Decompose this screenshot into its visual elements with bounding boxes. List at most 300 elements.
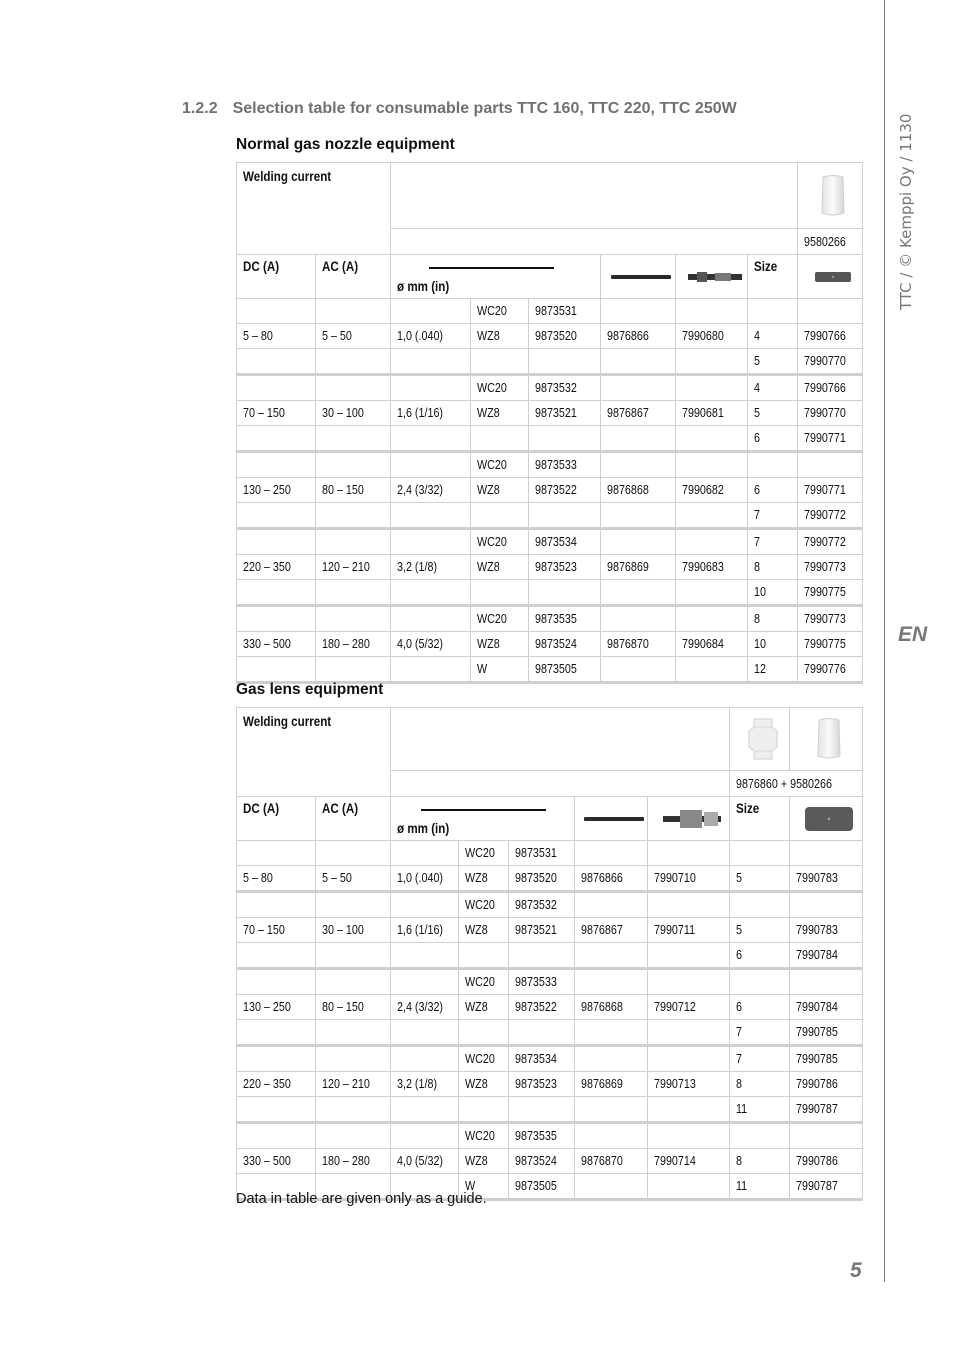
table-cell [316,452,391,478]
table-cell: 4,0 (5/32) [391,632,471,657]
table-cell [509,943,575,969]
table-cell [648,1123,730,1149]
table-cell [391,1020,459,1046]
table-cell: 7990773 [798,606,863,632]
table-cell [391,657,471,683]
footnote: Data in table are given only as a guide. [236,1191,487,1207]
table-cell [648,892,730,918]
table-cell [790,841,863,866]
table-cell: 9873532 [509,892,575,918]
table-cell: 11 [730,1097,790,1123]
table-cell: 180 – 280 [316,632,391,657]
table-cell [790,1123,863,1149]
table-cell [730,892,790,918]
table-cell: 9873534 [509,1046,575,1072]
table-cell: 7990775 [798,632,863,657]
table-cell: 5 – 50 [316,324,391,349]
table-cell: 9873532 [529,375,601,401]
ceramic-nozzle-image [790,797,863,841]
table-cell: 10 [748,580,798,606]
electrode-icon [421,809,546,811]
table-cell: 9873505 [529,657,601,683]
table-cell: WC20 [459,892,509,918]
table-cell [391,969,459,995]
table-cell: 7990787 [790,1174,863,1200]
table-cell [391,841,459,866]
gas-lens-icon [746,717,780,761]
table-cell [676,299,748,324]
table-cell: 9876869 [575,1072,648,1097]
table-cell [529,426,601,452]
table-cell: 7990684 [676,632,748,657]
collet-icon [583,814,645,824]
table-cell: 7 [748,503,798,529]
table-cell: 7990766 [798,375,863,401]
table-cell: 11 [730,1174,790,1200]
table-cell [575,841,648,866]
table-row [237,1046,863,1072]
header-blank-2 [391,229,798,255]
table-cell [391,1123,459,1149]
table-cell [316,943,391,969]
table-cell: 9873534 [529,529,601,555]
gas-lens-image [730,708,790,771]
table-cell [237,1097,316,1123]
table-cell: 9876866 [575,866,648,892]
table-cell: 9873520 [529,324,601,349]
table-row [237,1020,863,1046]
table-cell: 7990783 [790,918,863,943]
table-cell: 5 [748,349,798,375]
table-cell [730,841,790,866]
table-cell: 7990710 [648,866,730,892]
dc-header: DC (A) [237,255,316,299]
table-cell: 8 [748,555,798,580]
table-cell: 9873522 [509,995,575,1020]
table-cell [601,606,676,632]
table-cell [391,529,471,555]
table-cell: 6 [730,943,790,969]
table-cell: 30 – 100 [316,401,391,426]
ceramic-nozzle-image [798,255,863,299]
table-cell [676,580,748,606]
table-cell [471,349,529,375]
table-cell: 6 [748,478,798,503]
ac-header: AC (A) [316,255,391,299]
welding-current-header: Welding current [237,163,391,255]
table-row [237,1072,863,1097]
gas-lens-code: 9876860 + 9580266 [730,771,863,797]
table-cell [676,452,748,478]
table-row [237,866,863,892]
table-cell: 70 – 150 [237,918,316,943]
gas-nozzle-icon [818,173,848,219]
table-cell: WZ8 [471,478,529,503]
table-cell [237,529,316,555]
electrode-header: ø mm (in) [391,255,601,299]
side-rule [884,0,885,1282]
table-cell: WZ8 [471,324,529,349]
table-cell: 6 [730,995,790,1020]
table-cell [316,529,391,555]
table-cell: 330 – 500 [237,632,316,657]
table-cell [316,841,391,866]
table-row [237,580,863,606]
welding-current-header: Welding current [237,708,391,797]
table-cell: 7990771 [798,426,863,452]
table-row [237,555,863,580]
table-cell [459,1097,509,1123]
table-cell: 9873521 [509,918,575,943]
table-row [237,401,863,426]
table-cell: 4 [748,324,798,349]
table-cell [391,943,459,969]
table-cell [601,503,676,529]
table-cell: 220 – 350 [237,1072,316,1097]
table-cell: 7990786 [790,1072,863,1097]
table-cell [391,349,471,375]
normal-equipment-table [236,162,863,684]
table-cell [459,1020,509,1046]
table-row [237,841,863,866]
collet-body-image [676,255,748,299]
table-cell: 1,0 (.040) [391,866,459,892]
table-cell [391,503,471,529]
table-cell: 9873535 [509,1123,575,1149]
table-cell [676,503,748,529]
table-cell: 9873505 [509,1174,575,1200]
normal-equipment-title: Normal gas nozzle equipment [236,136,455,153]
gas-lens-table [236,707,863,1201]
table-cell: 1,6 (1/16) [391,401,471,426]
table-cell [529,503,601,529]
table-cell: W [471,657,529,683]
table-cell: 5 – 50 [316,866,391,892]
table-cell: 5 [730,866,790,892]
table-cell [509,1097,575,1123]
table-cell [575,1174,648,1200]
table-cell: 120 – 210 [316,1072,391,1097]
gas-nozzle-icon [814,716,844,762]
table-cell: WC20 [471,452,529,478]
table-cell [316,426,391,452]
collet-body-icon [687,270,743,284]
table-cell: WC20 [471,299,529,324]
table-cell: 9873520 [509,866,575,892]
table-cell: 9873521 [529,401,601,426]
table-cell [237,606,316,632]
dc-header: DC (A) [237,797,316,841]
table-cell: 3,2 (1/8) [391,555,471,580]
size-header: Size [748,255,798,299]
table-cell: 80 – 150 [316,995,391,1020]
table-cell [575,1020,648,1046]
table-cell [748,299,798,324]
table-cell [391,452,471,478]
table-row [237,349,863,375]
table-cell [316,1046,391,1072]
table-cell [601,452,676,478]
gas-nozzle-image [790,708,863,771]
table-row [237,657,863,683]
table-cell [237,1046,316,1072]
table-cell [316,1123,391,1149]
table-cell: 130 – 250 [237,478,316,503]
table-row [237,1149,863,1174]
table-cell [790,969,863,995]
collet-body-icon [662,808,722,830]
gas-nozzle-code: 9580266 [798,229,863,255]
table-row [237,324,863,349]
table-cell: WC20 [471,375,529,401]
table-cell [237,375,316,401]
table-cell: WZ8 [459,918,509,943]
table-row [237,606,863,632]
table-cell: 9873533 [509,969,575,995]
table-cell: 5 – 80 [237,866,316,892]
table-cell [459,943,509,969]
table-row [237,969,863,995]
header-blank-2 [391,771,730,797]
table-cell [676,375,748,401]
table-cell [237,841,316,866]
table-cell: 10 [748,632,798,657]
table-cell: 9873523 [509,1072,575,1097]
table-cell [648,1174,730,1200]
table-cell [648,943,730,969]
table-cell [316,503,391,529]
table-cell: 220 – 350 [237,555,316,580]
table-cell: 7990714 [648,1149,730,1174]
table-row [237,918,863,943]
table-cell: 7990784 [790,943,863,969]
table-cell [648,1097,730,1123]
table-cell [529,580,601,606]
table-cell: 7990772 [798,529,863,555]
table-row [237,452,863,478]
table-cell: 7990773 [798,555,863,580]
table-cell: 2,4 (3/32) [391,478,471,503]
table-cell: 7990711 [648,918,730,943]
table-cell: 7990783 [790,866,863,892]
table-cell: 7990771 [798,478,863,503]
table-cell [237,349,316,375]
table-cell [237,969,316,995]
table-cell [676,426,748,452]
ceramic-nozzle-icon [814,270,852,284]
table-cell [316,580,391,606]
table-cell: 7 [748,529,798,555]
gas-lens-title: Gas lens equipment [236,681,384,698]
table-cell [648,1046,730,1072]
table-cell [316,606,391,632]
table-cell [575,943,648,969]
table-cell: 7990775 [798,580,863,606]
table-cell: 8 [730,1072,790,1097]
table-cell [601,426,676,452]
table-cell: 30 – 100 [316,918,391,943]
page-number: 5 [850,1259,862,1282]
table-cell: 9873524 [509,1149,575,1174]
table-cell [237,1123,316,1149]
electrode-icon [429,267,554,269]
table-cell [316,375,391,401]
table-cell: WZ8 [471,632,529,657]
table-cell [237,657,316,683]
table-cell: 7990682 [676,478,748,503]
table-cell [391,299,471,324]
table-cell: 7990683 [676,555,748,580]
table-cell: 8 [730,1149,790,1174]
table-cell [237,892,316,918]
table-cell: WC20 [459,969,509,995]
table-cell [237,580,316,606]
table-cell: 5 [748,401,798,426]
table-cell: 9873523 [529,555,601,580]
table-cell [391,580,471,606]
table-cell [509,1020,575,1046]
table-cell [730,1123,790,1149]
table-cell: WC20 [459,1123,509,1149]
table-cell [676,349,748,375]
section-title [182,100,737,118]
table-cell [601,349,676,375]
header-blank [391,708,730,771]
table-cell [575,892,648,918]
table-cell [575,1097,648,1123]
table-cell [471,503,529,529]
electrode-header: ø mm (in) [391,797,575,841]
table-cell [648,969,730,995]
table-cell: 9873531 [509,841,575,866]
table-cell: WC20 [471,606,529,632]
table-cell [676,657,748,683]
table-cell: 7990776 [798,657,863,683]
table-cell: 7990712 [648,995,730,1020]
table-cell: 5 [730,918,790,943]
table-row [237,375,863,401]
table-cell: W [459,1174,509,1200]
table-cell [676,529,748,555]
table-cell [601,529,676,555]
table-cell: 9873522 [529,478,601,503]
header-blank [391,163,798,229]
table-cell [730,969,790,995]
table-cell: 12 [748,657,798,683]
table-cell: 9876868 [575,995,648,1020]
table-cell [237,452,316,478]
table-cell: 9876869 [601,555,676,580]
table-row [237,426,863,452]
table-cell [316,892,391,918]
table-cell: 7990787 [790,1097,863,1123]
table-cell [798,452,863,478]
table-cell: 9876870 [601,632,676,657]
table-cell [316,299,391,324]
table-cell [575,969,648,995]
table-cell: 2,4 (3/32) [391,995,459,1020]
table-cell [601,375,676,401]
table-cell [391,1046,459,1072]
table-cell [575,1123,648,1149]
table-cell: 3,2 (1/8) [391,1072,459,1097]
table-cell [237,299,316,324]
collet-image [575,797,648,841]
size-header: Size [730,797,790,841]
table-row [237,478,863,503]
table-row [237,503,863,529]
table-cell: 5 – 80 [237,324,316,349]
table-cell: 7 [730,1046,790,1072]
table-cell: 9876866 [601,324,676,349]
table-cell: WZ8 [459,1072,509,1097]
table-cell [237,503,316,529]
table-cell: 1,6 (1/16) [391,918,459,943]
table-cell [237,943,316,969]
table-cell [676,606,748,632]
table-cell: 9876867 [601,401,676,426]
table-cell: 9873524 [529,632,601,657]
ceramic-nozzle-icon [803,804,855,834]
table-cell: 7990785 [790,1020,863,1046]
table-cell: 80 – 150 [316,478,391,503]
table-row [237,995,863,1020]
table-cell: 7990766 [798,324,863,349]
table-cell [648,1020,730,1046]
table-cell: WC20 [459,841,509,866]
table-cell [391,426,471,452]
section-title-text: Selection table for consumable parts TTC 160, TTC 220, TTC 250W [232,100,737,117]
table-cell: 7990680 [676,324,748,349]
table-cell: 6 [748,426,798,452]
table-cell: 9876870 [575,1149,648,1174]
table-cell: 7990713 [648,1072,730,1097]
table-cell [471,426,529,452]
table-cell: WZ8 [459,866,509,892]
table-cell: 9876868 [601,478,676,503]
table-cell: 330 – 500 [237,1149,316,1174]
table-row [237,299,863,324]
section-number: 1.2.2 [182,100,218,117]
table-cell: 7990681 [676,401,748,426]
table-cell [601,299,676,324]
language-marker: EN [898,623,928,646]
table-cell: 7990786 [790,1149,863,1174]
table-cell: 120 – 210 [316,555,391,580]
table-row [237,1123,863,1149]
table-cell: 9873535 [529,606,601,632]
table-cell [316,657,391,683]
collet-icon [610,272,672,282]
table-cell: 4,0 (5/32) [391,1149,459,1174]
gas-nozzle-image [798,163,863,229]
table-row [237,892,863,918]
table-cell [575,1046,648,1072]
table-cell [748,452,798,478]
table-cell [237,426,316,452]
collet-image [601,255,676,299]
table-cell: WZ8 [459,995,509,1020]
table-cell: WZ8 [471,401,529,426]
table-cell: 9876867 [575,918,648,943]
document-reference: TTC / © Kemppi Oy / 1130 [897,113,915,310]
table-cell [529,349,601,375]
table-cell [237,1020,316,1046]
table-cell: 9873531 [529,299,601,324]
table-cell [471,580,529,606]
table-cell: 7 [730,1020,790,1046]
table-cell [391,375,471,401]
